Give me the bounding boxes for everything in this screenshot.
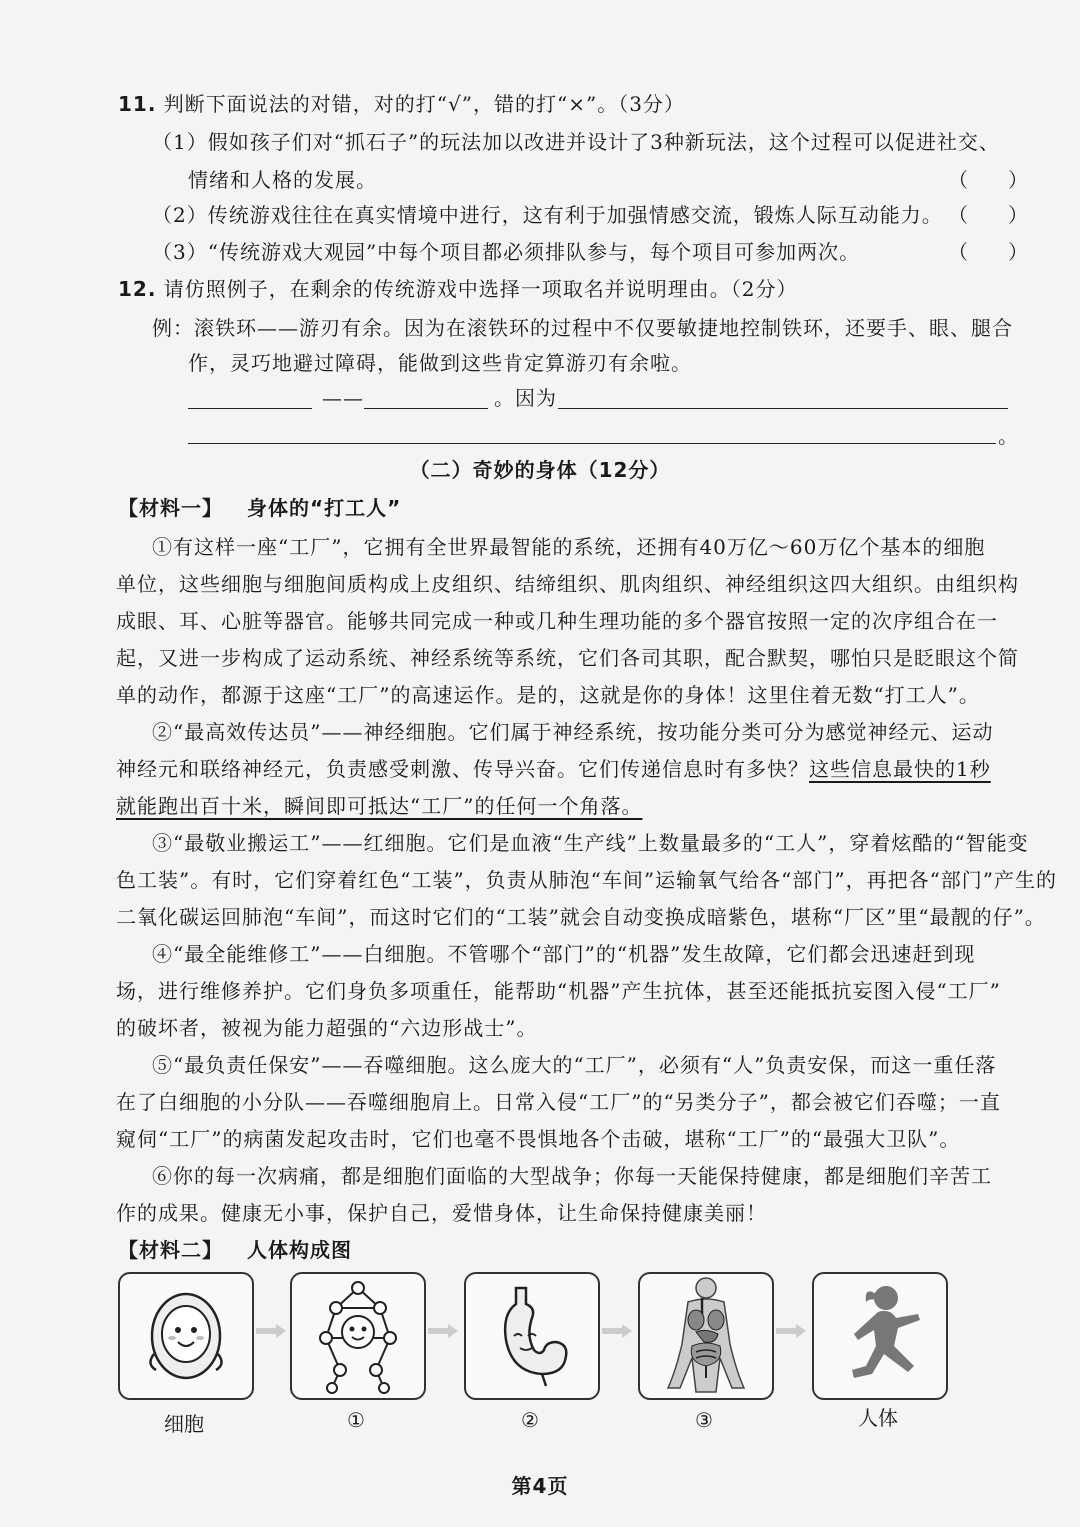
m1-p2-line (116, 757, 991, 781)
material-label: 【材料二】 (118, 1238, 223, 1262)
caption-body: 人体 (858, 1406, 898, 1430)
question-11-stem (118, 92, 685, 116)
m1-p4-line: ④“最全能维修工”——白细胞。不管哪个“部门”的“机器”发生故障，它们都会迅速赶到现 (152, 942, 976, 966)
m1-p1-line: 起，又进一步构成了运动系统、神经系统等系统，它们各司其职，配合默契，哪怕只是眨眼这个简 (116, 646, 1019, 670)
arrow-right-icon (428, 1324, 458, 1338)
m1-p4-line: 的破坏者，被视为能力超强的“六边形战士”。 (116, 1016, 538, 1040)
m1-p3-line: 色工装”。有时，它们穿着红色“工装”，负责从肺泡“车间”运输氧气给各“部门”，再把各“部门”产生的 (116, 868, 1058, 892)
m1-p1-line: 成眼、耳、心脏等器官。能够共同完成一种或几种生理功能的多个器官按照一定的次序组合在一 (116, 609, 998, 633)
m1-p4-line: 场，进行维修养护。它们身负多项重任，能帮助“机器”产生抗体，甚至还能抵抗妄图入侵“工厂” (116, 979, 1001, 1003)
arrow-right-icon (602, 1324, 632, 1338)
m1-p1-line: ①有这样一座“工厂”，它拥有全世界最智能的系统，还拥有40万亿～60万亿个基本的细胞 (152, 535, 986, 559)
dash-text: —— (322, 386, 364, 410)
arrow-right-icon (256, 1324, 286, 1338)
material-label: 【材料一】 (118, 496, 223, 520)
m1-p2-text: 神经元和联络神经元，负责感受刺激、传导兴奋。它们传递信息时有多快？ (116, 757, 809, 781)
caption-1: ① (347, 1408, 365, 1432)
end-period: 。 (998, 424, 1019, 448)
q11-item-1-line2: 情绪和人格的发展。 (188, 168, 377, 192)
answer-blank-name[interactable] (188, 408, 312, 409)
underlined-sentence: 就能跑出百十米，瞬间即可抵达“工厂”的任何一个角落。 (116, 794, 643, 818)
diagram-box-tissue (290, 1272, 426, 1400)
m1-p1-line: 单位，这些细胞与细胞间质构成上皮组织、结缔组织、肌肉组织、神经组织这四大组织。由组织构 (116, 572, 1019, 596)
diagram-box-body (812, 1272, 948, 1400)
material-title: 身体的“打工人” (247, 496, 402, 520)
q12-example-line1: 例：滚铁环——游刃有余。因为在滚铁环的过程中不仅要敏捷地控制铁环，还要手、眼、腿合 (152, 316, 1013, 340)
question-number: 11. (118, 92, 157, 116)
answer-parentheses-3[interactable]: （ ） (948, 240, 1028, 264)
q11-item-1-line1: （1）假如孩子们对“抓石子”的玩法加以改进并设计了3种新玩法，这个过程可以促进社交、 (152, 130, 1000, 154)
page-number: 第4页 (511, 1474, 569, 1498)
answer-blank-reason-2[interactable] (188, 443, 996, 444)
m1-p2-line: ②“最高效传达员”——神经细胞。它们属于神经系统，按功能分类可分为感觉神经元、运动 (152, 720, 994, 744)
underlined-sentence: 这些信息最快的1秒 (809, 757, 991, 781)
m1-p5-line: 在了白细胞的小分队——吞噬细胞肩上。日常入侵“工厂”的“另类分子”，都会被它们吞噬；一直 (116, 1090, 1001, 1114)
q12-example-line2: 作，灵巧地避过障碍，能做到这些肯定算游刃有余啦。 (188, 351, 692, 375)
question-text: 判断下面说法的对错，对的打“√”，错的打“×”。（3分） (163, 92, 685, 116)
material-title: 人体构成图 (247, 1238, 352, 1262)
question-number: 12. (118, 277, 157, 301)
caption-cell: 细胞 (164, 1412, 204, 1436)
diagram-box-organ (464, 1272, 600, 1400)
section-title: （二）奇妙的身体（12分） (409, 458, 671, 482)
m1-p5-line: ⑤“最负责任保安”——吞噬细胞。这么庞大的“工厂”，必须有“人”负责安保，而这一重任落 (152, 1053, 997, 1077)
cell-icon (120, 1274, 252, 1398)
m1-p3-line: ③“最敬业搬运工”——红细胞。它们是血液“生产线”上数量最多的“工人”，穿着炫酷的“智能变 (152, 831, 1029, 855)
diagram-box-cell (118, 1272, 254, 1400)
material-2-heading (118, 1238, 352, 1262)
m1-p1-line: 单的动作，都源于这座“工厂”的高速运作。是的，这就是你的身体！这里住着无数“打工人”。 (116, 683, 980, 707)
running-child-icon (814, 1274, 946, 1398)
material-1-heading (118, 496, 401, 520)
diagram-box-system (638, 1272, 774, 1400)
answer-parentheses-1[interactable]: （ ） (948, 168, 1028, 192)
answer-blank-idiom[interactable] (364, 408, 488, 409)
q11-item-3: （3）“传统游戏大观园”中每个项目都必须排队参与，每个项目可参加两次。 (152, 240, 861, 264)
answer-blank-reason-1[interactable] (558, 408, 1008, 409)
m1-p6-line: ⑥你的每一次病痛，都是细胞们面临的大型战争；你每一天能保持健康，都是细胞们辛苦工 (152, 1164, 992, 1188)
answer-parentheses-2[interactable]: （ ） (948, 203, 1028, 227)
tissue-icon (292, 1274, 424, 1398)
question-text: 请仿照例子，在剩余的传统游戏中选择一项取名并说明理由。（2分） (163, 277, 798, 301)
arrow-right-icon (776, 1324, 806, 1338)
caption-3: ③ (695, 1408, 713, 1432)
organ-system-icon (640, 1274, 772, 1398)
m1-p6-line: 作的成果。健康无小事，保护自己，爱惜身体，让生命保持健康美丽！ (116, 1201, 767, 1225)
m1-p3-line: 二氧化碳运回肺泡“车间”，而这时它们的“工装”就会自动变换成暗紫色，堪称“厂区”里“最靓的仔”。 (116, 905, 1046, 929)
because-text: 。因为 (494, 386, 557, 410)
question-12-stem (118, 277, 798, 301)
m1-p5-line: 窥伺“工厂”的病菌发起攻击时，它们也毫不畏惧地各个击破，堪称“工厂”的“最强大卫队”。 (116, 1127, 961, 1151)
caption-2: ② (521, 1408, 539, 1432)
stomach-icon (466, 1274, 598, 1398)
q11-item-2: （2）传统游戏往往在真实情境中进行，这有利于加强情感交流，锻炼人际互动能力。 (152, 203, 943, 227)
